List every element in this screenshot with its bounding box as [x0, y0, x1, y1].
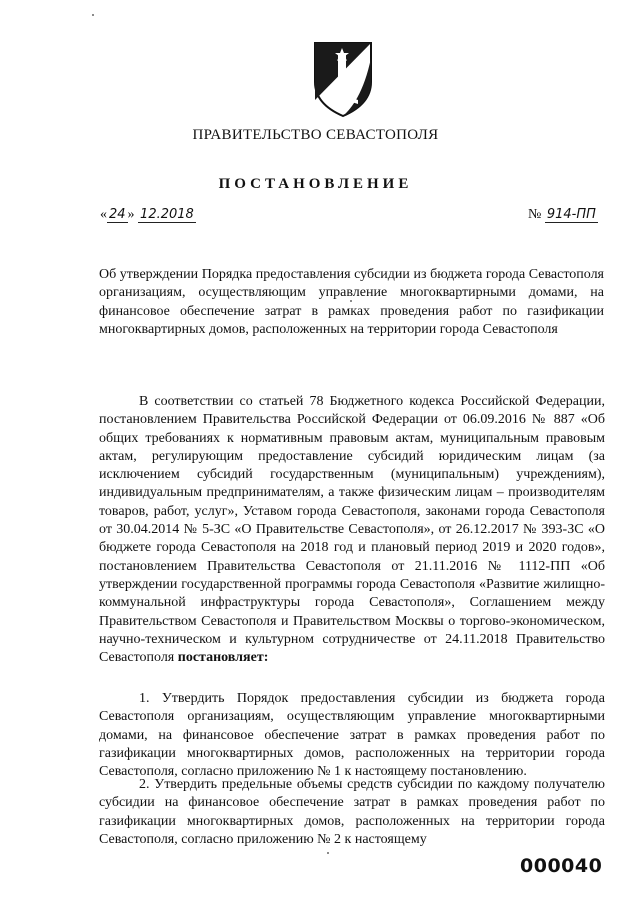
scan-speck	[92, 14, 94, 16]
number-value: 914-ПП	[546, 207, 596, 222]
date-open-quote: «	[100, 207, 107, 222]
number-sign: №	[528, 207, 542, 222]
page-stamp-number: 000040	[520, 855, 603, 877]
clause-2-paragraph: 2. Утвердить предельные объемы средств субсидии по каждому получателю субсидии на финансовое обеспечение затрат в рамках проведения работ по газификации многоквартирных домов, расположенных на территории города Севастополя, согласно приложению № 2 к настоящему	[99, 777, 605, 847]
coat-of-arms-icon	[312, 40, 374, 118]
clause-1-paragraph: 1. Утвердить Порядок предоставления субсидии из бюджета города Севастополя организациям, осуществляющим управление многоквартирными домами, на финансовое обеспечение затрат в рамках проведения работ по газификации многоквартирных домов, расположенных на территории города Севастополя, согласно приложению № 1 к настоящему постановлению.	[99, 691, 605, 780]
preamble-paragraph	[99, 393, 605, 667]
scan-speck	[327, 852, 329, 854]
document-number	[528, 207, 598, 223]
date-day: 24	[109, 207, 126, 222]
document-type-heading: ПОСТАНОВЛЕНИЕ	[218, 176, 413, 192]
scan-speck	[350, 300, 352, 302]
document-title: Об утверждении Порядка предоставления субсидии из бюджета города Севастополя организациям, осуществляющим управление многоквартирными домами, на финансовое обеспечение затрат в рамках проведения работ по газификации многоквартирных домов, расположенных на территории города Севастополя	[99, 267, 604, 338]
decree-keyword: постановляет:	[177, 650, 269, 666]
preamble-text: В соответствии со статьей 78 Бюджетного кодекса Российской Федерации, постановлением Правительства Российской Федерации от 06.09.2016 № 887 «Об общих требованиях к нормативным правовым актам, муниципальным правовым актам, регулирующим предоставление субсидий юридическим лицам (за исключением субсидий государственным (муниципальным) учреждениям), индивидуальным предпринимателям, а также физическим лицам – производителям товаров, работ, услуг», Уставом города Севастополя, законами города Севастополя от 30.04.2014 № 5-ЗС «О Правительстве Севастополя», от 26.12.2017 № 393-ЗС «О бюджете города Севастополя на 2018 год и плановый период 2019 и 2020 годов», постановлением Правительства Севастополя от 21.11.2016 № 1112-ПП «Об утверждении государственной программы города Севастополя «Развитие жилищно-коммунальной инфраструктуры города Севастополя», Соглашением между Правительством Севастополя и Правительством Москвы о торгово-экономическом, научно-техническом и культурном сотрудничестве от 24.11.2018 Правительство Севастополя	[99, 394, 605, 666]
government-name: ПРАВИТЕЛЬСТВО СЕВАСТОПОЛЯ	[192, 127, 439, 143]
date-close-quote: »	[127, 207, 135, 222]
document-date	[100, 207, 196, 223]
date-month-year: 12.2018	[140, 207, 194, 222]
